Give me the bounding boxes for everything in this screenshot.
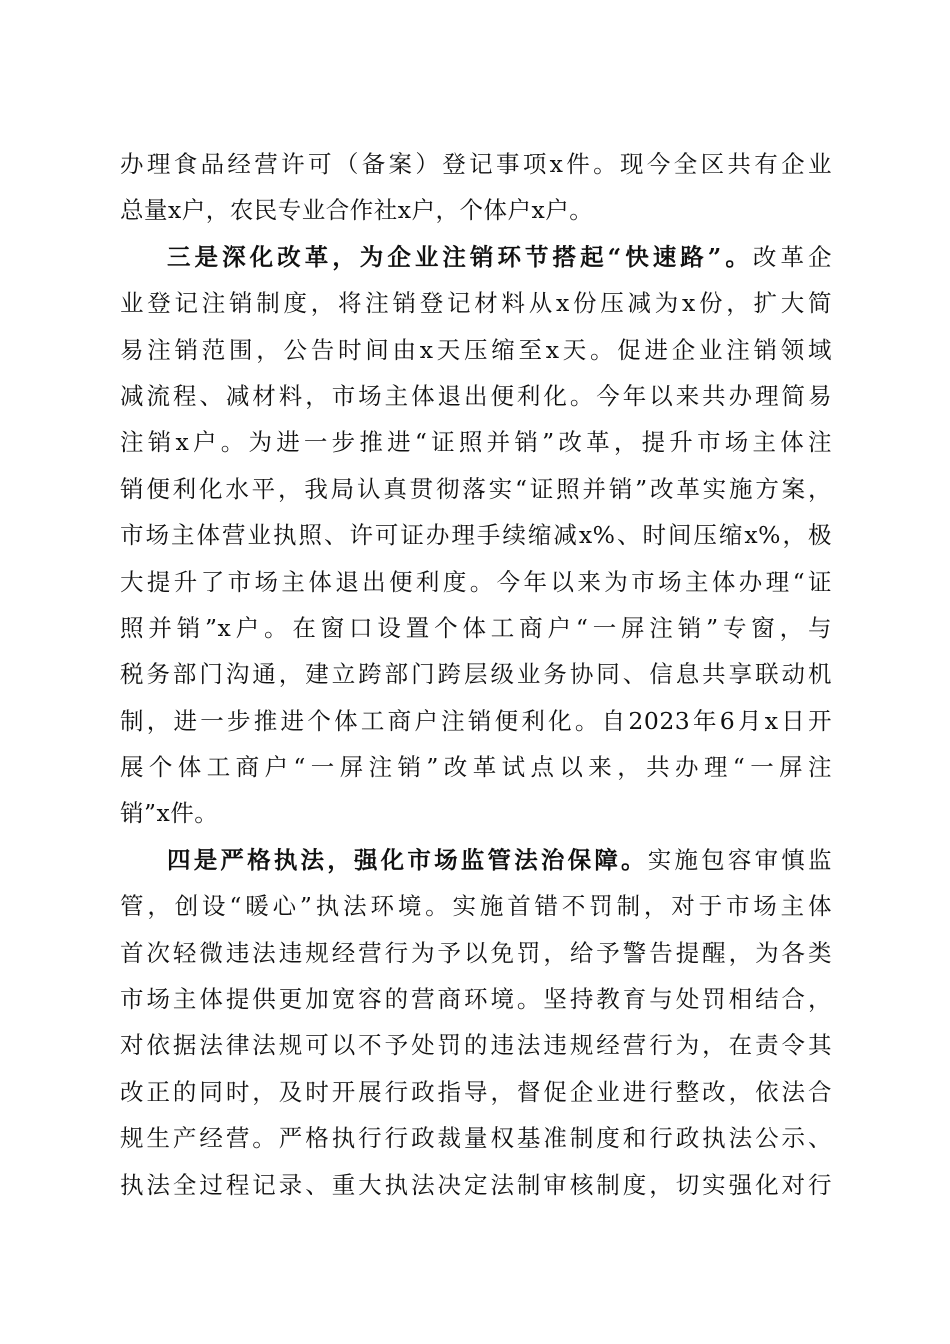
text-line: 销”x件。 xyxy=(120,799,219,828)
text-line: 对依据法律法规可以不予处罚的违法违规经营行为，在责令其 xyxy=(120,1031,832,1060)
text-line: 照并销”x户。在窗口设置个体工商户“一屏注销”专窗，与 xyxy=(120,613,832,642)
text-line: 展个体工商户“一屏注销”改革试点以来，共办理“一屏注 xyxy=(120,753,832,782)
text-line: 市场主体提供更加宽容的营商环境。坚持教育与处罚相结合， xyxy=(120,985,832,1014)
text-line: 业登记注销制度，将注销登记材料从x份压减为x份，扩大简 xyxy=(120,289,832,318)
text-line: 规生产经营。严格执行行政裁量权基准制度和行政执法公示、 xyxy=(120,1124,832,1153)
text-line: 制，进一步推进个体工商户注销便利化。自2023年6月x日开 xyxy=(120,706,832,735)
text-line: 大提升了市场主体退出便利度。今年以来为市场主体办理“证 xyxy=(120,567,832,596)
text-line: 税务部门沟通，建立跨部门跨层级业务协同、信息共享联动机 xyxy=(120,660,832,689)
paragraph-heading: 三是深化改革，为企业注销环节搭起“快速路”。 xyxy=(167,242,753,271)
text-line: 首次轻微违法违规经营行为予以免罚，给予警告提醒，为各类 xyxy=(120,938,832,967)
text-line: 市场主体营业执照、许可证办理手续缩减x%、时间压缩x%，极 xyxy=(120,521,832,550)
paragraph-heading: 四是严格执法，强化市场监管法治保障。 xyxy=(167,845,648,874)
paragraph-four-start xyxy=(120,837,832,883)
text-run: 实施包容审慎监 xyxy=(647,845,832,874)
text-line: 执法全过程记录、重大执法决定法制审核制度，切实强化对行 xyxy=(120,1170,832,1199)
text-line: 办理食品经营许可（备案）登记事项x件。现今全区共有企业 xyxy=(120,150,832,178)
text-line: 销便利化水平，我局认真贯彻落实“证照并销”改革实施方案， xyxy=(120,474,832,503)
paragraph-three-start xyxy=(120,234,832,280)
text-line: 总量x户，农民专业合作社x户，个体户x户。 xyxy=(120,196,594,225)
text-line: 减流程、减材料，市场主体退出便利化。今年以来共办理简易 xyxy=(120,381,832,410)
text-line: 注销x户。为进一步推进“证照并销”改革，提升市场主体注 xyxy=(120,428,832,457)
document-body xyxy=(120,141,832,1208)
text-line: 改正的同时，及时开展行政指导，督促企业进行整改，依法合 xyxy=(120,1077,832,1106)
text-line: 管，创设“暖心”执法环境。实施首错不罚制，对于市场主体 xyxy=(120,892,832,921)
text-line: 易注销范围，公告时间由x天压缩至x天。促进企业注销领域 xyxy=(120,335,832,364)
text-run: 改革企 xyxy=(752,242,832,271)
